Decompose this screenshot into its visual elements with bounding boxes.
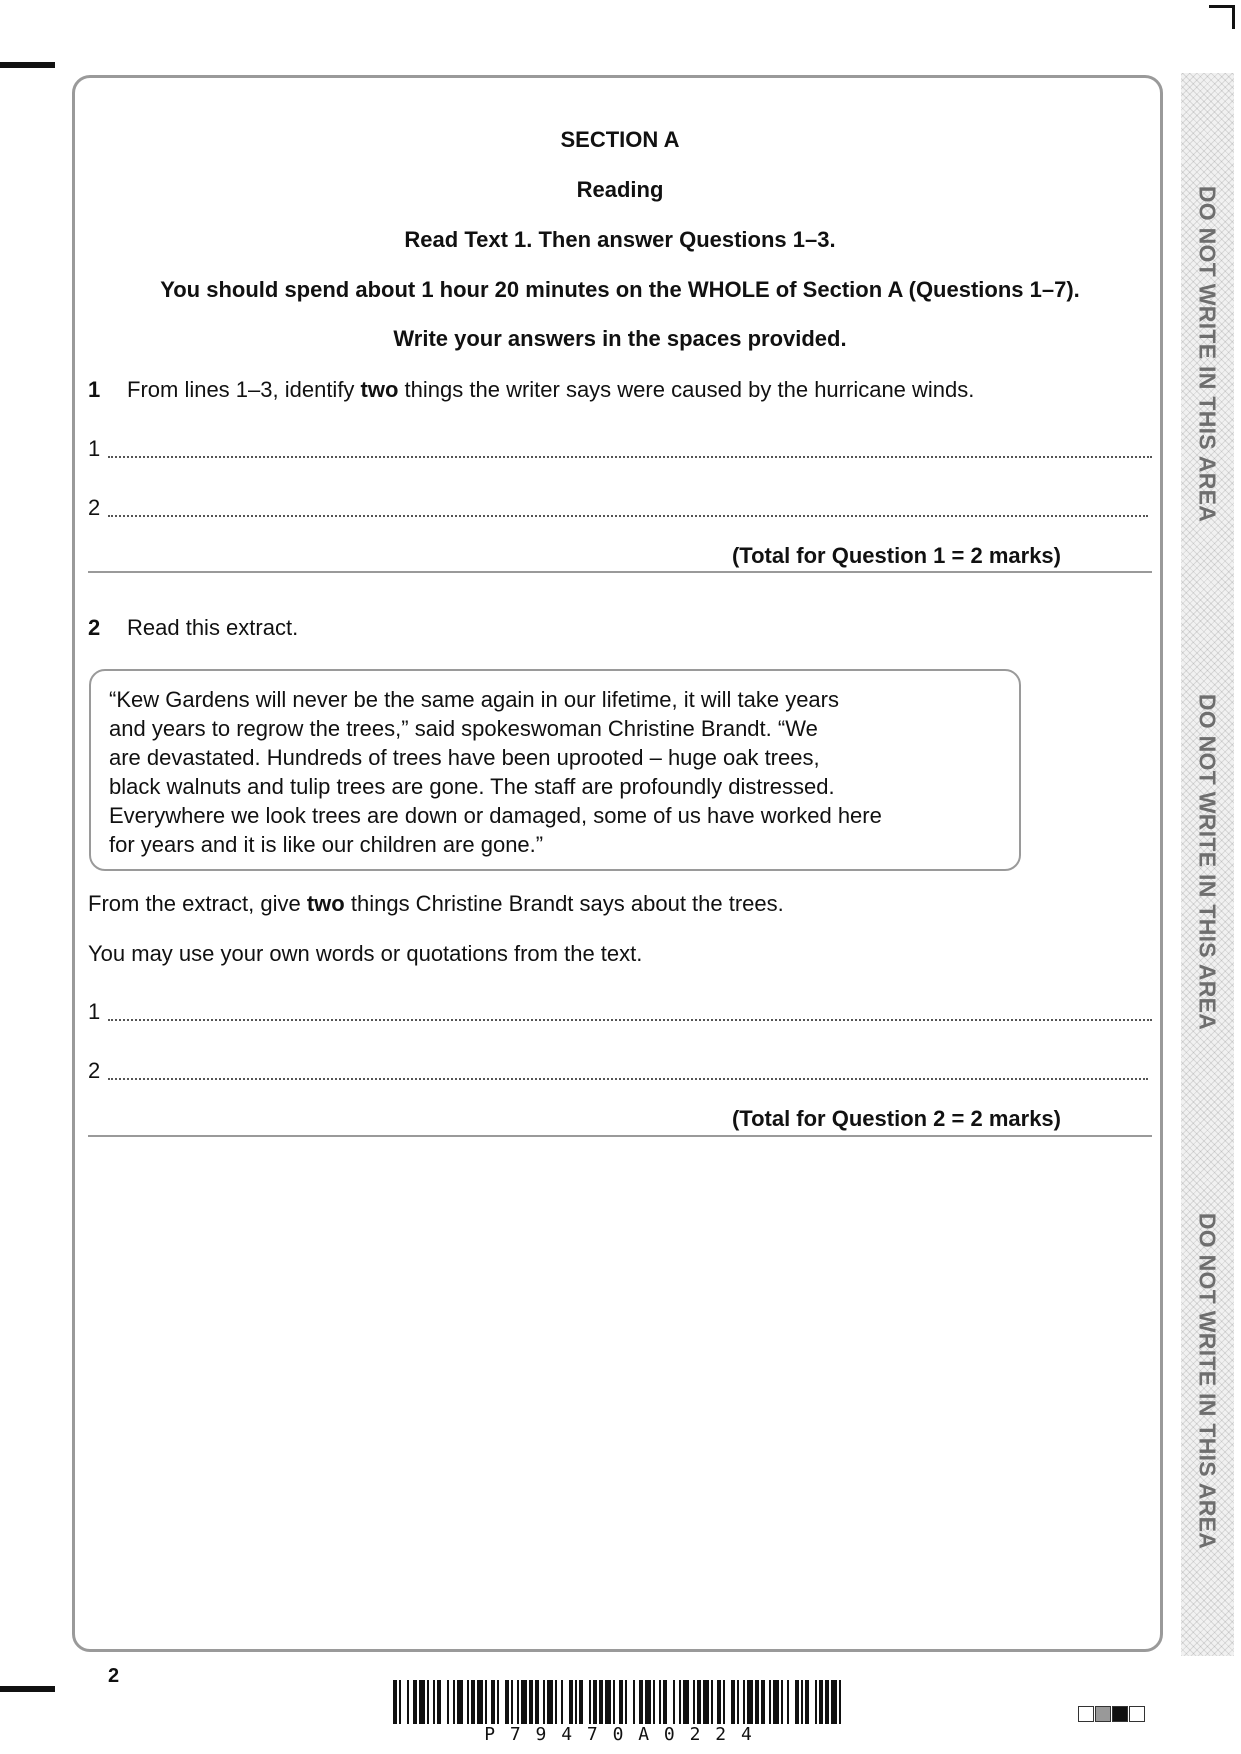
dotted-line [108,1078,1148,1080]
answer-label: 1 [88,436,101,461]
dotted-line [108,456,1152,458]
question-text: From lines 1–3, identify two things the writer says were caused by the hurricane winds. [127,377,975,402]
answer-line[interactable] [88,436,1152,462]
barcode-text: P 7 9 4 7 0 A 0 2 2 4 [484,1724,754,1745]
instruction-line: Write your answers in the spaces provided. [393,326,847,351]
question-divider [88,571,1152,573]
question-text: Read this extract. [127,615,299,640]
extract-box [89,669,1021,871]
question-number: 2 [88,615,101,640]
extract-line: for years and it is like our children are gone.” [109,832,544,857]
answer-label: 2 [88,1058,101,1083]
question-number: 1 [88,377,101,402]
instruction-line: You should spend about 1 hour 20 minutes on the WHOLE of Section A (Questions 1–7). [160,277,1080,302]
question-task: From the extract, give two things Christine Brandt says about the trees. [88,891,784,916]
extract-line: are devastated. Hundreds of trees have been uprooted – huge oak trees, [109,745,820,770]
question-note: You may use your own words or quotations from the text. [88,941,643,966]
answer-line[interactable] [88,1058,1152,1084]
extract-line: and years to regrow the trees,” said spokeswoman Christine Brandt. “We [109,716,818,741]
extract-line: “Kew Gardens will never be the same again in our lifetime, it will take years [109,687,839,712]
section-subheading: Reading [576,177,664,202]
section-heading: SECTION A [560,127,680,152]
question-total: (Total for Question 2 = 2 marks) [731,1106,1061,1131]
answer-line[interactable] [88,999,1152,1025]
answer-line[interactable] [88,495,1152,521]
page-number: 2 [108,1665,120,1687]
page-marker-boxes [1078,1706,1146,1722]
answer-label: 2 [88,495,101,520]
answer-label: 1 [88,999,101,1024]
extract-line: black walnuts and tulip trees are gone. The staff are profoundly distressed. [109,774,835,799]
dotted-line [108,515,1148,517]
extract-line: Everywhere we look trees are down or damaged, some of us have worked here [109,803,882,828]
dotted-line [108,1019,1152,1021]
barcode [393,1680,845,1724]
instruction-line: Read Text 1. Then answer Questions 1–3. [404,227,836,252]
registration-mark-top [0,62,55,68]
question-total: (Total for Question 1 = 2 marks) [731,543,1061,568]
registration-mark-bottom [0,1686,55,1692]
question-divider [88,1135,1152,1137]
crop-mark [1232,5,1235,29]
